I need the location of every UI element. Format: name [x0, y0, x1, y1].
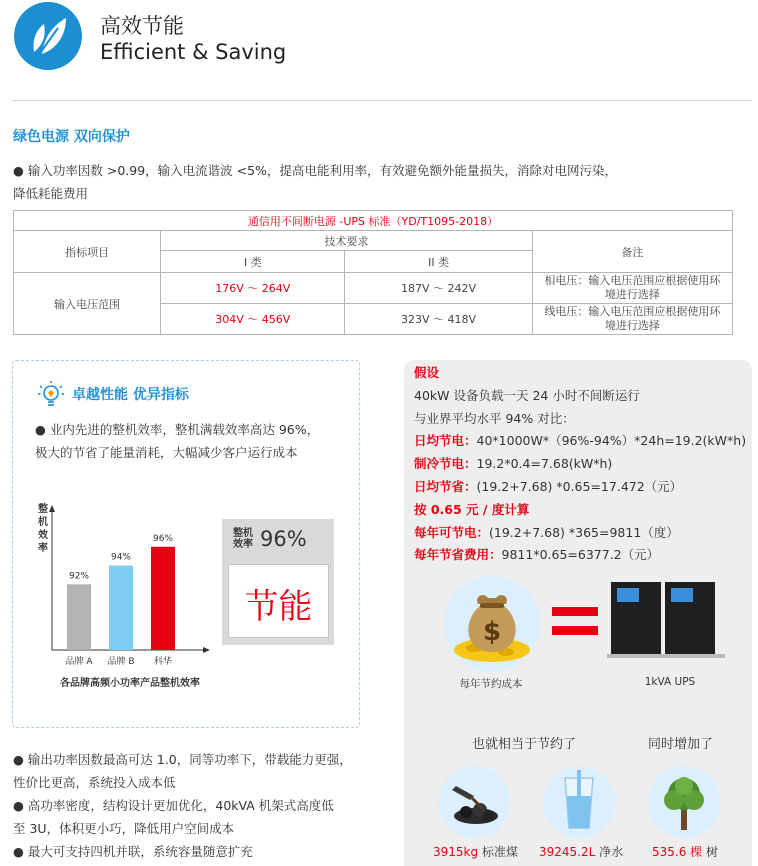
paragraph-line: ● 业内先进的整机效率，整机满载效率高达 96%，	[35, 422, 320, 437]
energy-saving-badge	[228, 564, 329, 638]
tree-unit: 树	[706, 845, 719, 859]
svg-text:$: $	[482, 617, 502, 647]
bar-value-label: 92%	[68, 571, 90, 582]
efficiency-bar-chart	[20, 500, 220, 695]
bar-category-label: 品牌 A	[65, 657, 93, 667]
paragraph-line: 降低耗能费用	[13, 186, 89, 201]
ups-caption: 1kVA UPS	[644, 676, 696, 688]
chart-ylabel: 整机效率	[38, 504, 48, 554]
cell-class1: 176V ～ 264V	[161, 273, 345, 304]
money-caption: 每年节约成本	[459, 678, 523, 690]
cell-class1: 304V ～ 456V	[161, 304, 345, 335]
paragraph-input-power	[13, 159, 713, 205]
header-remark: 备注	[532, 231, 732, 273]
coal-saved	[433, 843, 518, 860]
calc-label: 日均节电：	[414, 433, 477, 449]
header-divider	[12, 100, 752, 101]
tree-icon	[648, 766, 720, 838]
header-tech: 技术要求	[161, 231, 533, 251]
also-added-label: 同时增加了	[648, 737, 714, 752]
efficiency-value: 96%	[260, 527, 307, 551]
table-caption: 通信用不间断电源 -UPS 标准（YD/T1095-2018）	[14, 211, 733, 231]
savings-calculation	[414, 362, 750, 567]
feature-line: ● 高功率密度，结构设计更加优化，40kVA 机架式高度低	[13, 798, 334, 813]
cell-remark	[532, 273, 732, 304]
calc-line: 与业界平均水平 94% 对比：	[414, 410, 575, 426]
calc-line	[414, 522, 750, 545]
water-glass-icon	[543, 766, 615, 838]
paragraph-features	[13, 748, 373, 863]
calc-line	[414, 476, 750, 499]
table-row	[14, 273, 733, 304]
money-bag-icon	[444, 576, 540, 672]
calc-line: 40kW 设备负载一天 24 小时不间断运行	[414, 387, 640, 403]
bar-category-label: 品牌 B	[107, 657, 135, 667]
efficiency-box	[222, 519, 334, 645]
cell-remark	[532, 304, 732, 335]
chart-title: 各品牌高频小功率产品整机效率	[60, 678, 200, 689]
trees-added	[652, 843, 718, 860]
bar-1	[109, 566, 133, 650]
calc-label: 每年可节电：	[414, 524, 490, 540]
feature-line: 至 3U，体积更小巧，降低用户空间成本	[13, 821, 235, 836]
water-value: 39245.2L	[539, 845, 596, 859]
water-unit: 净水	[599, 845, 624, 859]
paragraph-line: ● 输入功率因数 >0.99，输入电流谐波 <5%，提高电能利用率，有效避免额外能量损失，消除对电网污染，	[13, 163, 617, 178]
calc-line	[414, 544, 750, 567]
tree-value: 535.6 棵	[652, 845, 703, 859]
feature-line: ● 输出功率因数最高可达 1.0，同等功率下，带载能力更强，	[13, 752, 352, 767]
y-axis-arrow	[49, 505, 55, 512]
water-saved	[539, 843, 623, 860]
x-axis-arrow	[203, 647, 210, 653]
section-title-performance: 卓越性能 优异指标	[72, 387, 189, 403]
feature-line: 性价比更高，系统投入成本低	[13, 775, 176, 790]
ups-device-icon	[605, 576, 729, 658]
coal-value: 3915kg	[433, 845, 479, 859]
rate-line: 按 0.65 元 / 度计算	[414, 501, 530, 517]
header-class2: II 类	[345, 251, 532, 273]
paragraph-efficiency	[35, 418, 355, 464]
leaf-logo	[14, 2, 82, 70]
efficiency-label: 整机效率	[233, 528, 253, 550]
page-title: 高效节能	[100, 14, 184, 38]
feature-line: ● 最大可支持四机并联，系统容量随意扩充	[13, 844, 253, 859]
row-label: 输入电压范围	[14, 273, 161, 335]
calc-label: 日均节省：	[414, 478, 477, 494]
calc-line	[414, 453, 750, 476]
lightbulb-icon	[36, 380, 66, 410]
bar-2	[151, 547, 175, 650]
ups-standard-table	[13, 210, 733, 335]
header-indicator: 指标项目	[14, 231, 161, 273]
remark-line: 相电压：输入电压范围应根据使用环	[544, 274, 721, 287]
energy-saving-text: 节能	[244, 587, 313, 627]
paragraph-line: 极大的节省了能量消耗，大幅减少客户运行成本	[35, 445, 298, 460]
calc-value: 19.2*0.4=7.68(kW*h)	[476, 456, 613, 472]
calc-value: (19.2+7.68) *0.65=17.472（元）	[476, 478, 683, 494]
remark-line: 线电压：输入电压范围应根据使用环	[544, 305, 721, 318]
calc-label: 每年节省费用：	[414, 547, 502, 563]
equivalent-saved-label: 也就相当于节约了	[472, 737, 577, 752]
bar-value-label: 96%	[152, 533, 174, 544]
coal-unit: 标准煤	[481, 845, 518, 859]
calc-value: (19.2+7.68) *365=9811（度）	[489, 524, 679, 540]
equals-sign-icon	[552, 607, 598, 635]
calc-value: 40*1000W*（96%-94%）*24h=19.2(kW*h)	[476, 433, 747, 449]
page-subtitle: Efficient & Saving	[100, 40, 287, 64]
calc-line	[414, 430, 750, 453]
bar-category-label: 科华	[153, 657, 173, 667]
remark-line: 境进行选择	[604, 319, 660, 332]
bar-value-label: 94%	[110, 552, 132, 563]
coal-icon	[438, 766, 510, 838]
bar-0	[67, 584, 91, 650]
remark-line: 境进行选择	[604, 288, 660, 301]
leaf-icon	[14, 2, 82, 70]
calc-value: 9811*0.65=6377.2（元）	[501, 547, 660, 563]
section-title-green-power: 绿色电源 双向保护	[13, 129, 130, 145]
cell-class2: 187V ～ 242V	[345, 273, 532, 304]
calc-label: 制冷节电：	[414, 456, 477, 472]
header-class1: I 类	[161, 251, 345, 273]
cell-class2: 323V ～ 418V	[345, 304, 532, 335]
assume-label: 假设	[414, 365, 440, 380]
